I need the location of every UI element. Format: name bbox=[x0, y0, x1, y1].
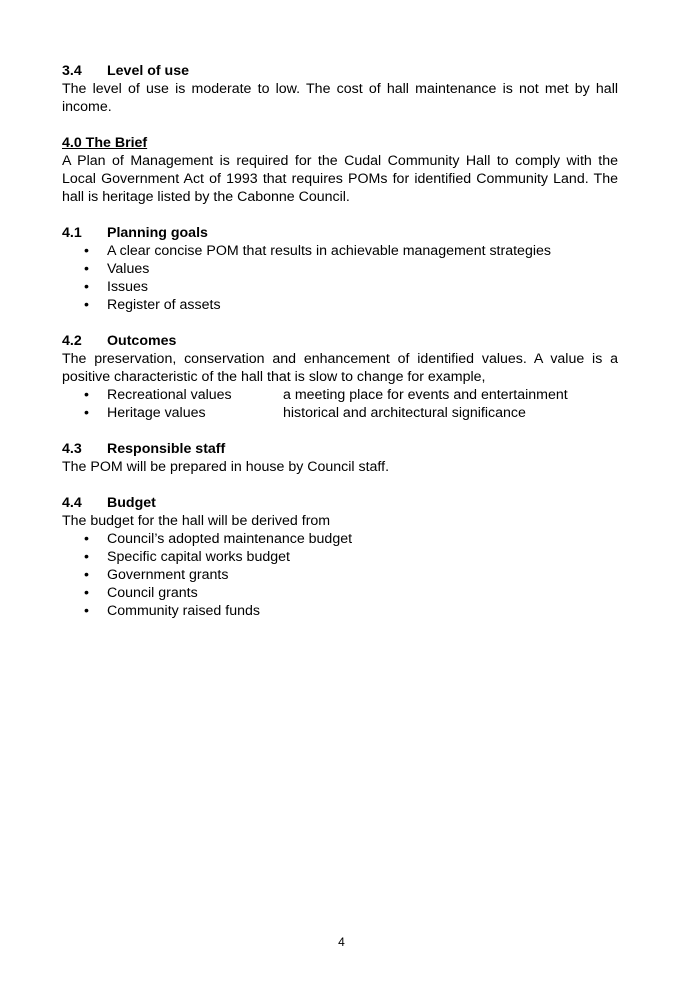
section-heading bbox=[62, 224, 618, 242]
section-outcomes bbox=[62, 332, 618, 422]
section-number: 4.2 bbox=[62, 333, 82, 349]
list-item: • Council grants bbox=[62, 584, 618, 602]
page-number: 4 bbox=[338, 935, 345, 949]
section-title: Level of use bbox=[107, 63, 190, 79]
section-heading bbox=[62, 494, 618, 512]
list-item: • Register of assets bbox=[62, 296, 618, 314]
section-level-of-use bbox=[62, 62, 618, 116]
list-item: • Community raised funds bbox=[62, 602, 618, 620]
section-heading bbox=[62, 332, 618, 350]
list-item: • Specific capital works budget bbox=[62, 548, 618, 566]
value-description: a meeting place for events and entertainment bbox=[283, 387, 568, 403]
section-title: 4.0 The Brief bbox=[62, 135, 148, 151]
bullet-list bbox=[62, 242, 618, 314]
value-label: Heritage values bbox=[107, 405, 206, 421]
section-paragraph: The preservation, conservation and enhancement of identified values. A value is a positive characteristic of the hall that is slow to change for example, bbox=[62, 351, 618, 385]
section-title: Budget bbox=[107, 495, 156, 511]
document-page bbox=[62, 62, 618, 638]
section-paragraph: A Plan of Management is required for the Cudal Community Hall to comply with the Local Government Act of 1993 that requires POMs for identified Community Land. The hall is heritage listed by the Cabonne Council. bbox=[62, 153, 618, 205]
list-item: • Values bbox=[62, 260, 618, 278]
list-item: • A clear concise POM that results in achievable management strategies bbox=[62, 242, 618, 260]
section-budget bbox=[62, 494, 618, 620]
section-paragraph: The level of use is moderate to low. The cost of hall maintenance is not met by hall income. bbox=[62, 81, 618, 115]
section-heading bbox=[62, 440, 618, 458]
section-title: Outcomes bbox=[107, 333, 177, 349]
bullet-list bbox=[62, 530, 618, 620]
bullet-list bbox=[62, 386, 618, 422]
value-description: historical and architectural significance bbox=[283, 405, 526, 421]
section-title: Planning goals bbox=[107, 225, 208, 241]
section-number: 4.3 bbox=[62, 441, 82, 457]
value-label: Recreational values bbox=[107, 387, 232, 403]
section-heading bbox=[62, 134, 618, 152]
section-paragraph: The POM will be prepared in house by Council staff. bbox=[62, 459, 390, 475]
section-responsible-staff bbox=[62, 440, 618, 476]
list-item bbox=[62, 386, 618, 404]
section-title: Responsible staff bbox=[107, 441, 226, 457]
section-the-brief bbox=[62, 134, 618, 206]
section-number: 3.4 bbox=[62, 63, 82, 79]
section-number: 4.1 bbox=[62, 225, 82, 241]
section-heading bbox=[62, 62, 618, 80]
section-paragraph: The budget for the hall will be derived from bbox=[62, 513, 331, 529]
section-planning-goals bbox=[62, 224, 618, 314]
list-item: • Council’s adopted maintenance budget bbox=[62, 530, 618, 548]
list-item: • Government grants bbox=[62, 566, 618, 584]
section-number: 4.4 bbox=[62, 495, 82, 511]
list-item: • Issues bbox=[62, 278, 618, 296]
list-item bbox=[62, 404, 618, 422]
